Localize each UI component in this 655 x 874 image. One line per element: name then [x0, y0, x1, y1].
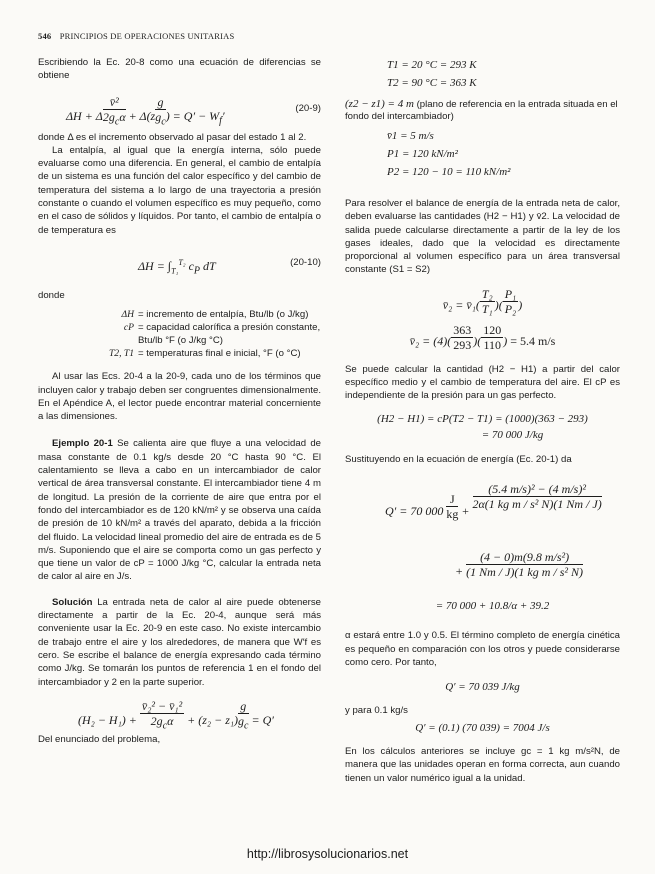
- per-flow-label: y para 0.1 kg/s: [345, 705, 408, 717]
- equation-number: (20-9): [295, 102, 321, 114]
- v2-calculation: v̄₂ = (4)( $\frac{363}{293}$ )( $\frac{120}{110}$ ) = 5.4 m/s: [409, 322, 556, 352]
- alpha-paragraph: α estará entre 1.0 y 0.5. El término completo de energía cinética es pequeño en comparación con los otros y puede considerarse como cero. Por tanto,: [345, 630, 620, 668]
- enthalpy-paragraph: La entalpía, al igual que la energía interna, sólo puede evaluarse como una diferencia. En general, el cambio de entalpía de un sistema es una función del calor específico y del cambio de temperatura del sistema a lo largo de una trayectoria a presión constante o cuando el volumen específico es muy pequeño, como en el caso de sólidos y líquidos. Por tanto, el cambio de entalpía o de temperatura es: [38, 144, 321, 236]
- definition-row: cP = capacidad calorífica a presión constante, Btu/lb °F (o J/kg °C): [123, 322, 321, 347]
- where-label: donde: [38, 289, 65, 301]
- height-value: (z2 − z1) = 4 m: [345, 98, 414, 110]
- page-number: 546: [38, 31, 52, 41]
- gc-paragraph: En los cálculos anteriores se incluye gc = 1 kg m/s²N, de manera que las unidades operan en forma correcta, aun cuando tienen un valor numérico igual a la unidad.: [345, 746, 620, 784]
- substitution-paragraph: Sustituyendo en la ecuación de energía (Ec. 20-1) da: [345, 453, 572, 465]
- given-p2: P2 = 120 − 10 = 110 kN/m²: [387, 166, 511, 178]
- dimensions-paragraph: Al usar las Ecs. 20-4 a la 20-9, cada uno de los términos que incluyen calor y trabajo deben ser congruentes dimensionalmente. En el Apéndice A, el lector puede encontrar material concerniente a las dimensiones.: [38, 371, 321, 423]
- q-final: Q′ = 70 039 J/kg: [445, 681, 520, 694]
- page-header: [38, 31, 234, 41]
- v2-result: = 5.4 m/s: [510, 334, 556, 349]
- given-p1: P1 = 120 kN/m²: [387, 148, 458, 160]
- solution-paragraph: [38, 596, 321, 689]
- height-line: [345, 98, 620, 123]
- definition-row: T2, T1 = temperaturas final e inicial, °F (o °C): [108, 348, 301, 360]
- running-title: PRINCIPIOS DE OPERACIONES UNITARIAS: [59, 31, 235, 41]
- q-final-flow: Q′ = (0.1) (70 039) = 7004 J/s: [415, 721, 550, 734]
- definition-row: ΔH = incremento de entalpía, Btu/lb (o J/kg): [121, 309, 309, 321]
- equation-20-10: $\Delta H = \int_{T_1}^{T_2}$ $c_P$ dT (20-10): [138, 256, 321, 277]
- solve-paragraph: Para resolver el balance de energía de la entrada neta de calor, deben evaluarse las cantidades (H2 − H1) y v̄2. La velocidad de salida puede calcularse directamente a partir de la ley de los gases ideales, dado que la velocidad es directamente proporcional al volumen específico para un área transversal constante (S1 = S2): [345, 198, 620, 276]
- equation-number: (20-10): [290, 256, 321, 268]
- height-note: (plano de referencia en la entrada situada en el fondo del intercambiador): [345, 99, 618, 122]
- q-expression-top: Q′ = 70 000 $\frac{J}{kg}$ + $\frac{\text{(5.4 m/s)² − (4 m/s)²}}{\text{2α(1 kg m / s² N)(1 Nm / J)}}$: [385, 481, 602, 521]
- energy-balance-equation: (H₂ − H₁) + $\frac{\text{v̄₂² − v̄₁²}}{2g_c\alpha}$ + (z₂ − z₁) $\frac{g}{g_c}$ = Q′: [78, 698, 274, 732]
- example-label: Ejemplo 20-1: [52, 438, 113, 450]
- solution-text: La entrada neta de calor al aire puede obtenerse directamente a partir de la Ec. 20-4, aunque será más conveniente usar la Ec. 20-9 en este caso. No existe intercambio de trabajo entre el aire y los alrededores, de manera que W′f es cero. Se escribe el balance de energía expresando cada término como J/kg. Se tomarán los puntos de referencia 1 en el fondo del intercambiador y 2 en la parte superior.: [38, 596, 321, 688]
- v2-formula: v̄₂ = v̄₁( $\frac{\text{T₂}}{\text{T₁}}$ )( $\frac{\text{P₁}}{\text{P₂}}$ ): [442, 286, 523, 316]
- right-column: [345, 56, 620, 785]
- example-text: Se calienta aire que fluye a una velocidad de masa constante de 0.1 kg/s desde 20 °C hasta 90 °C. El calentamiento se lleva a cabo en un intercambiador de calor vertical de área transversal constante. El intercambiador tiene 4 m de longitud. La presión de la corriente de aire que entra por el fondo del intercambiador es de 120 kN/m² y se observa una caída de presión de 10 kN/m² a través del aparato, debida a la fricción del fluido. La velocidad lineal promedio del aire de entrada es de 5 m/s. Suponiendo que el aire se comporta como un gas perfecto y que tiene un valor de cP = 1000 J/kg °C, calcular la entrada neta de calor al aire en J/s.: [38, 438, 322, 583]
- from-statement: Del enunciado del problema,: [38, 733, 161, 745]
- q-result: = 70 000 + 10.8/α + 39.2: [435, 599, 550, 612]
- example-paragraph: [38, 437, 321, 583]
- enthalpy-line-2: = 70 000 J/kg: [481, 428, 544, 441]
- delta-definition: donde Δ es el incremento observado al pasar del estado 1 al 2.: [38, 131, 307, 143]
- given-t1: T1 = 20 °C = 293 K: [387, 59, 477, 71]
- given-v1: v̄1 = 5 m/s: [387, 130, 434, 142]
- definitions-list: [38, 308, 321, 360]
- enthalpy-calculation: [345, 411, 620, 443]
- enthalpy-line-1: (H2 − H1) = cP(T2 − T1) = (1000)(363 − 293): [377, 412, 588, 425]
- footer-url: http://librosysolucionarios.net: [246, 847, 409, 861]
- solution-label: Solución: [52, 596, 93, 608]
- given-t2: T2 = 90 °C = 363 K: [387, 77, 477, 89]
- equation-20-9: ΔH + Δ $\frac{\text{v̄²}}{2g_c\alpha}$ + Δ(z $\frac{g}{g_c}$ ) = $Q' - W_f'$ (20-9): [66, 94, 321, 127]
- given-velocity-pressure: [345, 127, 620, 181]
- calc-paragraph: Se puede calcular la cantidad (H2 − H1) a partir del calor específico medio y el cambio de temperatura del aire. El cP es independiente de la presión para un gas perfecto.: [345, 363, 620, 402]
- intro-text: Escribiendo la Ec. 20-8 como una ecuación de diferencias se obtiene: [38, 57, 321, 82]
- left-column: [38, 56, 321, 746]
- q-expression-bottom: + $\frac{\text{(4 − 0)m(9.8 m/s²)}}{\text{(1 Nm / J)(1 kg m / s² N)}}$: [455, 549, 584, 579]
- given-temperatures: [345, 56, 620, 92]
